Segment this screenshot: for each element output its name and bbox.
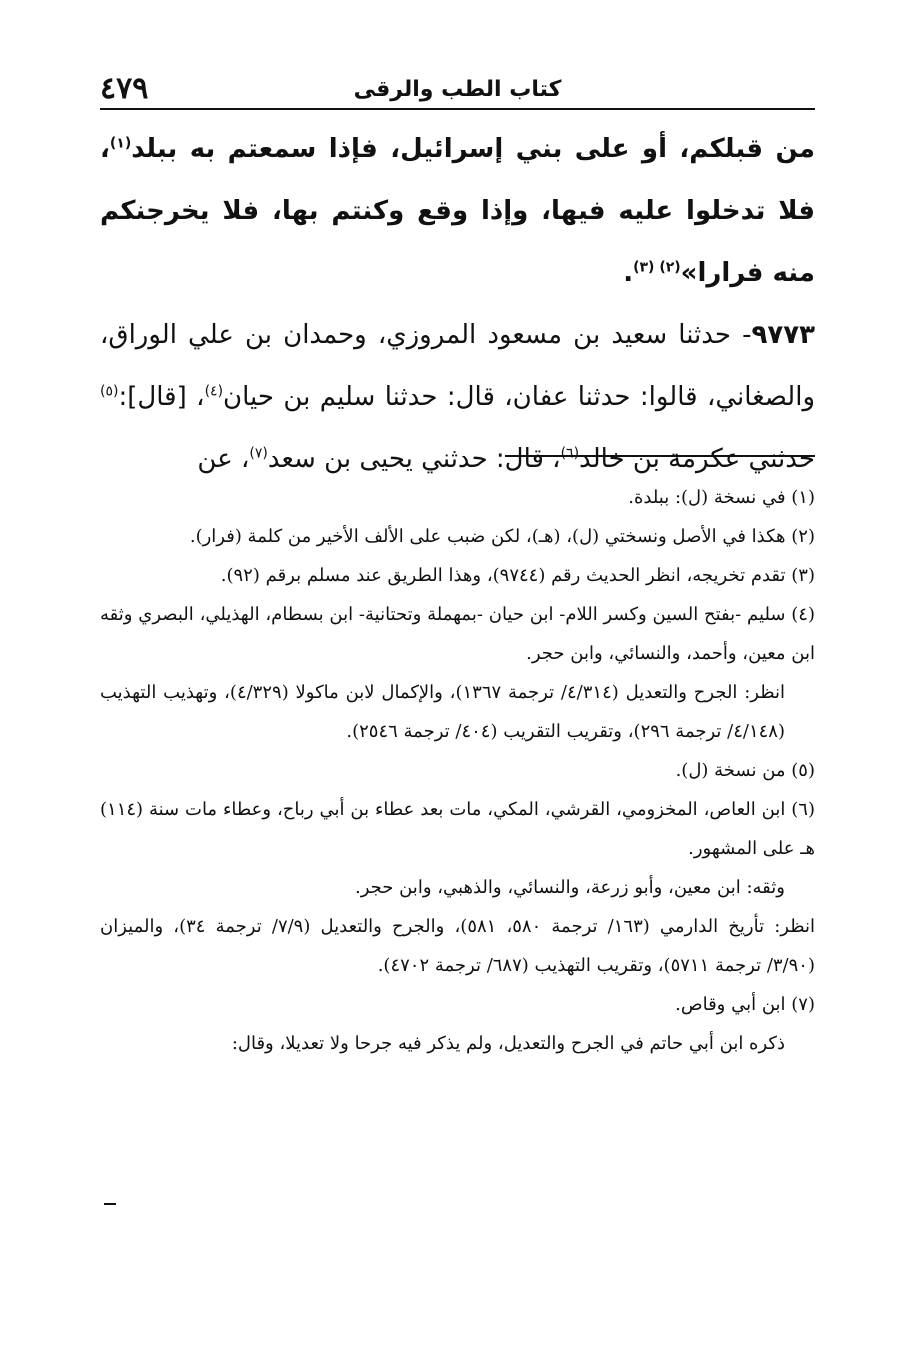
footnote-ref-2-3: (٢) (٣) xyxy=(633,259,681,276)
paragraph-2 xyxy=(100,304,815,490)
continuation-dash xyxy=(104,1203,116,1205)
footnotes xyxy=(100,478,815,1063)
main-text xyxy=(100,118,815,490)
footnote-6-sources: انظر: تأريخ الدارمي (١٦٣/ ترجمة ٥٨٠، ٥٨١)، والجرح والتعديل (٧/٩/ ترجمة ٣٤)، والميزان (٣/٩٠/ ترجمة ٥٧١١)، وتقريب التهذيب (٦٨٧/ ترجمة ٤٧٠٢). xyxy=(100,916,816,976)
footnote-7-details: ذكره ابن أبي حاتم في الجرح والتعديل، ولم يذكر فيه جرحا ولا تعديلا، وقال: xyxy=(231,1033,785,1054)
paragraph-1-part-3: . xyxy=(623,258,634,288)
footnote-ref-4: (٤) xyxy=(204,383,224,400)
footnote-6: (٦) ابن العاص، المخزومي، القرشي، المكي، مات بعد عطاء بن أبي رباح، وعطاء مات سنة (١١٤) هـ على المشهور. xyxy=(100,799,815,859)
footnote-ref-5: (٥) xyxy=(100,383,119,400)
paragraph-2-part-5: ، عن xyxy=(197,444,250,474)
paragraph-1 xyxy=(100,118,815,304)
paragraph-2-part-3: حدثني عكرمة بن خالد xyxy=(579,444,815,474)
footnote-5: (٥) من نسخة (ل). xyxy=(675,760,815,781)
footnote-4: (٤) سليم -بفتح السين وكسر اللام- ابن حيان -بمهملة وتحتانية- ابن بسطام، الهذيلي، البصري وثقه ابن معين، وأحمد، والنسائي، وابن حجر. xyxy=(100,604,815,664)
paragraph-2-part-2: ، [قال]: xyxy=(118,382,205,412)
paragraph-2-part-4: ، قال: حدثني يحيى بن سعد xyxy=(267,444,561,474)
footnote-ref-6: (٦) xyxy=(560,445,580,462)
footnote-3: (٣) تقدم تخريجه، انظر الحديث رقم (٩٧٤٤)، وهذا الطريق عند مسلم برقم (٩٢). xyxy=(220,565,815,586)
header-rule xyxy=(100,108,815,110)
paragraph-1-part-1: من قبلكم، أو على بني إسرائيل، فإذا سمعتم به ببلد xyxy=(131,134,815,164)
footnote-ref-7: (٧) xyxy=(249,445,268,462)
footnote-ref-1: (١) xyxy=(109,135,132,152)
paragraph-2-part-1: - حدثنا سعيد بن مسعود المروزي، وحمدان بن علي الوراق، والصغاني، قالوا: حدثنا عفان، قال: حدثنا سليم بن حيان xyxy=(100,320,815,412)
page-number: ٤٧٩ xyxy=(100,71,149,106)
page-header xyxy=(100,70,815,110)
footnote-7: (٧) ابن أبي وقاص. xyxy=(675,994,815,1015)
footnote-1: (١) في نسخة (ل): ببلدة. xyxy=(628,487,815,508)
paragraph-1-part-2: ، فلا تدخلوا عليه فيها، وإذا وقع وكنتم بها، فلا يخرجنكم منه فرارا» xyxy=(100,134,815,288)
footnote-6-grading: وثقه: ابن معين، وأبو زرعة، والنسائي، والذهبي، وابن حجر. xyxy=(354,877,785,898)
footnotes-separator xyxy=(505,455,815,457)
book-title: كتاب الطب والرقى xyxy=(353,77,562,102)
hadith-number: ٩٧٧٣ xyxy=(751,320,815,350)
footnote-4-sources: انظر: الجرح والتعديل (٤/٣١٤/ ترجمة ١٣٦٧)، والإكمال لابن ماكولا (٤/٣٢٩)، وتهذيب التهذيب (٤/١٤٨/ ترجمة ٢٩٦)، وتقريب التقريب (٤٠٤/ ترجمة ٢٥٤٦). xyxy=(100,682,786,742)
footnote-2: (٢) هكذا في الأصل ونسختي (ل)، (هـ)، لكن ضبب على الألف الأخير من كلمة (فرار). xyxy=(189,526,815,547)
